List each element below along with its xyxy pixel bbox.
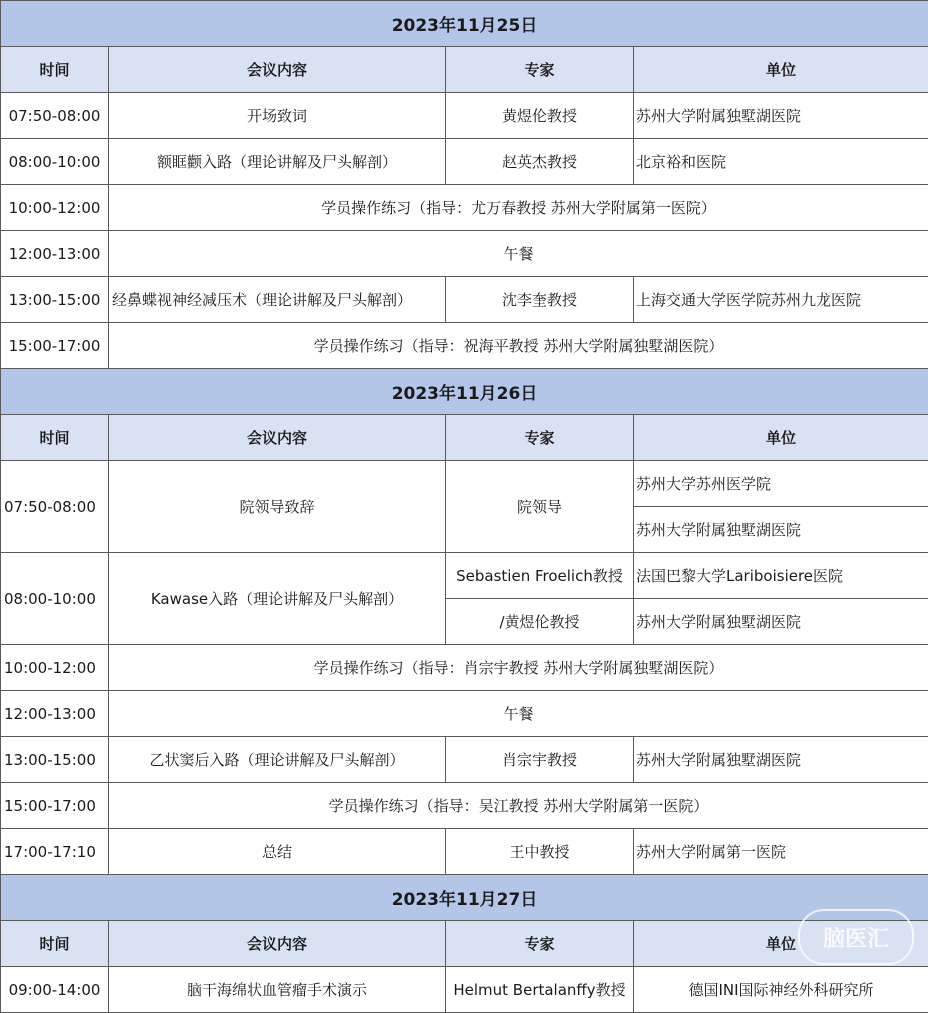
time-cell: 10:00-12:00 [1,645,109,691]
unit-cell: 苏州大学附属独墅湖医院 [634,507,928,553]
expert-cell: Helmut Bertalanffy教授 [446,967,634,1013]
unit-cell: 德国INI国际神经外科研究所 [634,967,928,1013]
expert-cell: 沈李奎教授 [446,277,634,323]
date-cell: 2023年11月26日 [1,369,928,415]
header-expert: 专家 [446,47,634,93]
expert-cell: /黄煜伦教授 [446,599,634,645]
expert-cell: Sebastien Froelich教授 [446,553,634,599]
date-row [1,875,928,921]
table-row [1,737,928,783]
time-cell: 15:00-17:00 [1,783,109,829]
unit-cell: 法国巴黎大学Lariboisiere医院 [634,553,928,599]
header-expert: 专家 [446,921,634,967]
header-unit: 单位 [634,47,928,93]
header-expert: 专家 [446,415,634,461]
unit-cell: 苏州大学附属独墅湖医院 [634,599,928,645]
table-row [1,691,928,737]
expert-cell: 院领导 [446,461,634,553]
date-row [1,369,928,415]
date-cell: 2023年11月25日 [1,1,928,47]
expert-cell: 赵英杰教授 [446,139,634,185]
time-cell: 08:00-10:00 [1,553,109,645]
time-cell: 09:00-14:00 [1,967,109,1013]
time-cell: 07:50-08:00 [1,461,109,553]
time-cell: 17:00-17:10 [1,829,109,875]
merged-cell: 学员操作练习（指导：尤万春教授 苏州大学附属第一医院） [109,185,928,231]
content-cell: 开场致词 [109,93,446,139]
table-row [1,231,928,277]
content-cell: 总结 [109,829,446,875]
merged-cell: 学员操作练习（指导：肖宗宇教授 苏州大学附属独墅湖医院） [109,645,928,691]
table-row [1,185,928,231]
time-cell: 07:50-08:00 [1,93,109,139]
header-unit: 单位 [634,415,928,461]
merged-cell: 学员操作练习（指导：吴江教授 苏州大学附属第一医院） [109,783,928,829]
expert-cell: 黄煜伦教授 [446,93,634,139]
time-cell: 10:00-12:00 [1,185,109,231]
time-cell: 08:00-10:00 [1,139,109,185]
watermark-logo: 脑医汇 [798,909,914,965]
unit-cell: 苏州大学附属第一医院 [634,829,928,875]
header-time: 时间 [1,47,109,93]
table-row [1,645,928,691]
table-row [1,967,928,1013]
expert-cell: 肖宗宇教授 [446,737,634,783]
header-time: 时间 [1,921,109,967]
table-row [1,461,928,507]
header-content: 会议内容 [109,47,446,93]
table-row [1,553,928,599]
time-cell: 15:00-17:00 [1,323,109,369]
table-row [1,783,928,829]
time-cell: 12:00-13:00 [1,231,109,277]
expert-cell: 王中教授 [446,829,634,875]
table-row [1,323,928,369]
content-cell: 经鼻蝶视神经减压术（理论讲解及尸头解剖） [109,277,446,323]
unit-cell: 苏州大学附属独墅湖医院 [634,737,928,783]
header-row [1,415,928,461]
header-time: 时间 [1,415,109,461]
table-row [1,93,928,139]
table-row [1,829,928,875]
content-cell: 乙状窦后入路（理论讲解及尸头解剖） [109,737,446,783]
unit-cell: 北京裕和医院 [634,139,928,185]
content-cell: 院领导致辞 [109,461,446,553]
content-cell: 额眶颧入路（理论讲解及尸头解剖） [109,139,446,185]
time-cell: 13:00-15:00 [1,737,109,783]
header-content: 会议内容 [109,921,446,967]
header-row [1,921,928,967]
table-row [1,139,928,185]
merged-cell: 学员操作练习（指导：祝海平教授 苏州大学附属独墅湖医院） [109,323,928,369]
unit-cell: 上海交通大学医学院苏州九龙医院 [634,277,928,323]
content-cell: Kawase入路（理论讲解及尸头解剖） [109,553,446,645]
date-cell: 2023年11月27日 [1,875,928,921]
header-row [1,47,928,93]
unit-cell: 苏州大学苏州医学院 [634,461,928,507]
table-row [1,277,928,323]
merged-cell: 午餐 [109,691,928,737]
header-unit: 单位 [634,921,928,967]
content-cell: 脑干海绵状血管瘤手术演示 [109,967,446,1013]
merged-cell: 午餐 [109,231,928,277]
time-cell: 13:00-15:00 [1,277,109,323]
time-cell: 12:00-13:00 [1,691,109,737]
date-row [1,1,928,47]
unit-cell: 苏州大学附属独墅湖医院 [634,93,928,139]
header-content: 会议内容 [109,415,446,461]
